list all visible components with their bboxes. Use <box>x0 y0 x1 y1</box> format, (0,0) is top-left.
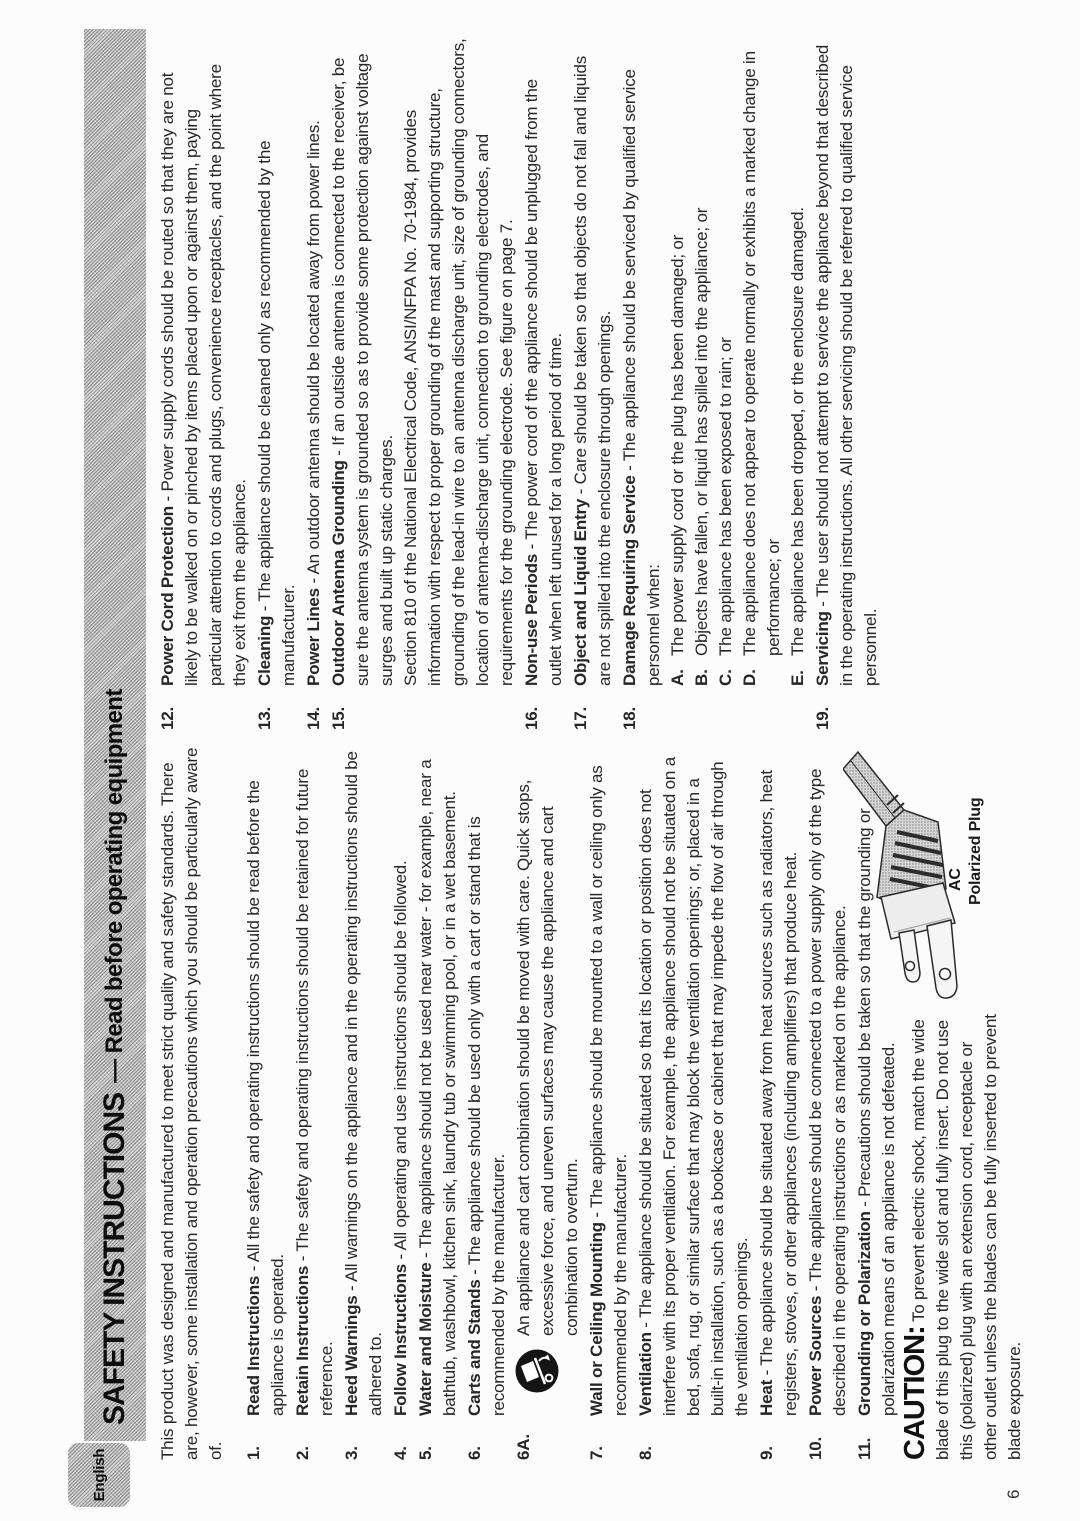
item-lead: Power Cord Protection <box>158 506 177 686</box>
cart-warning-item <box>512 744 584 1460</box>
item-text: - The appliance should be used only with a cart or stand that is recommended by the manufacturer. <box>465 816 508 1416</box>
item-number: 13. <box>255 706 274 730</box>
sub-item-letter: B. <box>692 669 711 686</box>
intro-paragraph: This product was designed and manufactured to meet strict quality and safety standards. There are, however, some installation and operation precautions which you should be particularly aware of. <box>158 747 225 1460</box>
item-number: 2. <box>293 1446 312 1460</box>
item-number: 18. <box>620 706 639 730</box>
language-tab-label: English <box>90 1448 108 1502</box>
sub-item <box>738 38 786 686</box>
item-text: - The appliance should be mounted to a wall or ceiling only as recommended by the manufacturer. <box>587 765 630 1416</box>
item-number: 12. <box>158 706 177 730</box>
item-text: - All operating and use instructions should be followed. <box>391 860 410 1260</box>
item-text: - The safety and operating instructions should be retained for future reference. <box>293 768 336 1416</box>
list-item <box>634 744 754 1460</box>
item-lead: Power Sources <box>806 1295 825 1416</box>
language-tab <box>68 1443 130 1507</box>
item-lead: Non-use Periods <box>522 553 541 686</box>
item-number: 1. <box>244 1446 263 1460</box>
item-text: - The appliance should be cleaned only as recommended by the manufacturer. <box>255 140 298 686</box>
item-lead: Damage Requiring Service <box>620 475 639 686</box>
sub-item <box>690 38 714 686</box>
item-text-2: Section 810 of the National Electrical Code, ANSI/NFPA No. 70-1984, provides information with respect to proper grounding of the mast and supporting structure, grounding of the lead-in wire to an antenna discharge unit, size of grounding connectors, location of antenna-discharge unit, connection to grounding electrodes, and requirements for the grounding electrode. See figure on page 7. <box>401 38 516 686</box>
sub-item-list <box>666 38 810 686</box>
item-lead: Servicing <box>813 611 832 686</box>
item-lead: Wall or Ceiling Mounting <box>587 1222 606 1416</box>
sub-item <box>714 38 738 686</box>
item-text: - The appliance should be serviced by qualified service personnel when: <box>620 69 663 686</box>
sub-item-text: The power supply cord or the plug has been damaged; or <box>668 234 687 656</box>
item-text: - The appliance should be situated away from heat sources such as radiators, heat registers, stoves, or other appliances (including amplifiers) that produce heat. <box>757 770 800 1416</box>
item-lead: Follow Instructions <box>391 1263 410 1416</box>
list-item <box>463 744 511 1460</box>
item-text: - The power cord of the appliance should be unplugged from the outlet when left unused for a long period of time. <box>522 79 565 686</box>
item-number: 6A. <box>514 1434 533 1460</box>
item-lead: Carts and Stands <box>465 1279 484 1416</box>
item-number: 6. <box>465 1446 484 1460</box>
sub-item-text: Objects have fallen, or liquid has spilled into the appliance; or <box>692 207 711 656</box>
item-lead: Object and Liquid Entry <box>571 498 590 686</box>
plug-label <box>946 798 986 905</box>
item-number: 16. <box>522 706 541 730</box>
cart-tip-warning-icon <box>514 1348 560 1394</box>
item-number: 9. <box>757 1446 776 1460</box>
page-number: 6 <box>1004 1489 1023 1499</box>
item-number: 5. <box>416 1446 435 1460</box>
item-number: 11. <box>855 1437 874 1460</box>
list-item <box>291 744 339 1460</box>
sub-item <box>666 38 690 686</box>
item-text: - Power supply cords should be routed so that they are not likely to be walked on or pinched by items placed upon or against them, paying particular attention to cords and plugs, convenience receptacles, and the point where they exit from the appliance. <box>158 64 249 686</box>
header-bar <box>84 29 146 1441</box>
page-subtitle: — Read before operating equipment <box>101 689 128 1083</box>
sub-item <box>786 38 810 686</box>
item-lead: Ventilation <box>636 1332 655 1416</box>
item-lead: Read Instructions <box>244 1275 263 1416</box>
item-text: - Care should be taken so that objects do not fall and liquids are not spilled into the enclosure through openings. <box>571 55 614 686</box>
item-text: - Precautions should be taken so that the grounding or polarization means of an appliance is not defeated. <box>855 808 898 1416</box>
item-number: 7. <box>587 1446 606 1460</box>
item-lead: Outdoor Antenna Grounding <box>329 460 348 686</box>
page-title: SAFETY INSTRUCTIONS <box>98 1092 131 1425</box>
list-item <box>569 38 617 730</box>
item-number: 4. <box>391 1446 410 1460</box>
list-item <box>811 38 883 730</box>
list-item <box>242 744 290 1460</box>
list-item <box>618 38 810 730</box>
caution-text: To prevent electric shock, match the wide blade of this plug to the wide slot and fully insert. Do not use this (polarized) plug with an extension cord, receptacle or other outlet unless the blades can be fully inserted to prevent blade exposure. <box>909 1014 1024 1460</box>
item-number: 19. <box>813 706 832 730</box>
plug-label-line1: AC <box>947 868 964 891</box>
item-lead: Water and Moisture <box>416 1262 435 1416</box>
sub-item-letter: D. <box>740 669 759 686</box>
list-item <box>340 744 388 1460</box>
safety-items-left-top <box>242 744 511 1460</box>
item-number: 3. <box>342 1446 361 1460</box>
list-item <box>755 744 803 1460</box>
sub-item-letter: C. <box>716 669 735 686</box>
right-column <box>156 38 884 730</box>
list-item <box>327 38 519 730</box>
ac-plug-illustration <box>843 744 1018 1009</box>
item-text: - All warnings on the appliance and in the operating instructions should be adhered to. <box>342 751 385 1416</box>
list-item <box>156 38 252 730</box>
item-lead: Retain Instructions <box>293 1265 312 1416</box>
list-item <box>585 744 633 1460</box>
sub-item-letter: E. <box>788 670 807 686</box>
sub-item-text: The appliance has been exposed to rain; or <box>716 337 735 656</box>
item-text: - All the safety and operating instructions should be read before the appliance is operated. <box>244 780 287 1416</box>
item-lead: Cleaning <box>255 615 274 686</box>
plug-label-line2: Polarized Plug <box>967 797 984 905</box>
item-lead: Heed Warnings <box>342 1295 361 1416</box>
item-text: - The appliance should be situated so that its location or position does not interfere with its proper ventilation. For example, the appliance should not be situated on a bed, sofa, rug, or similar surface that may block the ventilation openings; or, placed in a built-in installation, such as a bookcase or cabinet that may impede the flow of air through the ventilation openings. <box>636 757 751 1416</box>
ac-plug-icon <box>843 744 1018 1009</box>
item-text: An appliance and cart combination should be moved with care. Quick stops, excessive force, and uneven surfaces may cause the appliance and cart combination to overturn. <box>514 779 581 1336</box>
item-text: - The appliance should not be used near water - for example, near a bathtub, washbowl, kitchen sink, laundry tub or swimming pool, or in a wet basement. <box>416 759 459 1416</box>
caution-label: CAUTION: <box>899 1326 931 1460</box>
item-text: - If an outside antenna is connected to the receiver, be sure the antenna system is grounded so as to provide some protection against voltage surges and built up static charges. <box>329 53 396 686</box>
list-item <box>389 744 413 1460</box>
item-text: - The appliance should be connected to a power supply only of the type described in the operating instructions or as marked on the appliance. <box>806 768 849 1416</box>
sub-item-letter: A. <box>668 669 687 686</box>
list-item <box>414 744 462 1460</box>
sub-item-text: The appliance has been dropped, or the enclosure damaged. <box>788 207 807 656</box>
item-text: - The user should not attempt to service the appliance beyond that described in the operating instructions. All other servicing should be referred to qualified service personnel. <box>813 44 880 686</box>
item-number: 17. <box>571 706 590 730</box>
item-lead: Grounding or Polarization <box>855 1211 874 1416</box>
item-number: 10. <box>806 1436 825 1460</box>
item-number: 15. <box>329 706 348 730</box>
caution-note <box>899 1008 1027 1460</box>
list-item <box>520 38 568 730</box>
list-item <box>302 38 326 730</box>
item-number: 8. <box>636 1446 655 1460</box>
item-text: - An outdoor antenna should be located away from power lines. <box>304 120 323 584</box>
item-lead: Heat <box>757 1379 776 1416</box>
item-lead: Power Lines <box>304 588 323 686</box>
list-item <box>253 38 301 730</box>
sub-item-text: The appliance does not appear to operate normally or exhibits a marked change in performance; or <box>740 51 783 656</box>
item-number: 14. <box>304 706 323 730</box>
